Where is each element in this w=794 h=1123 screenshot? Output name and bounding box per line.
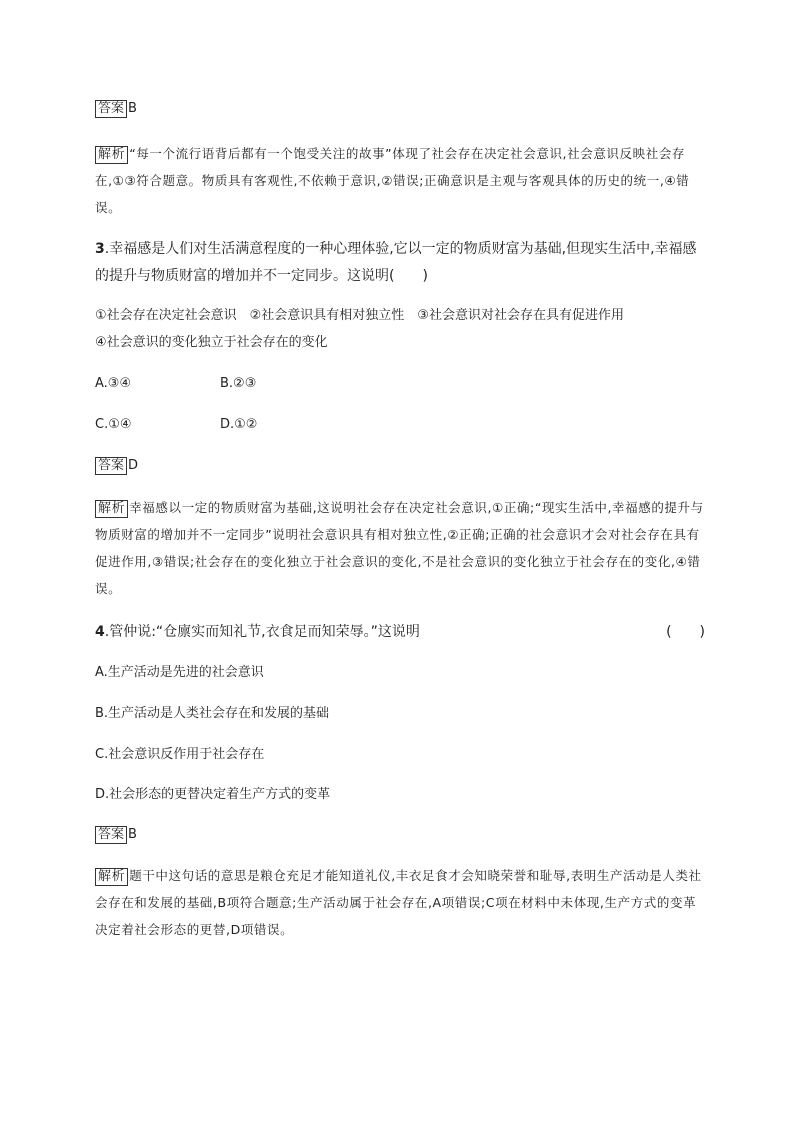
answer-paren: ( ) bbox=[666, 624, 705, 640]
answer-label: 答案 bbox=[95, 826, 127, 844]
answer-label: 答案 bbox=[95, 100, 127, 118]
answer-q2 bbox=[95, 100, 705, 118]
option-c: C.社会意识反作用于社会存在 bbox=[95, 747, 265, 762]
option-a: A.③④ bbox=[95, 376, 132, 391]
answer-label: 答案 bbox=[95, 457, 127, 475]
explanation-text: “每一个流行语背后都有一个饱受关注的故事”体现了社会存在决定社会意识,社会意识反映社会存在,①③符合题意。物质具有客观性,不依赖于意识,②错误;正确意识是主观与客观具体的历史的统一,④错误。 bbox=[95, 146, 690, 215]
answer-value: B bbox=[128, 101, 137, 116]
explanation-q2 bbox=[95, 140, 705, 221]
statements-line-2: ④社会意识的变化独立于社会存在的变化 bbox=[95, 335, 328, 350]
explanation-text: 幸福感以一定的物质财富为基础,这说明社会存在决定社会意识,①正确;“现实生活中,幸福感的提升与物质财富的增加并不一定同步”说明社会意识具有相对独立性,②正确;正确的社会意识才会对社会存在具有促进作用,③错误;社会存在的变化独立于社会意识的变化,不是社会意识的变化独立于社会存在的变化,④错误。 bbox=[95, 500, 704, 596]
option-b: B.②③ bbox=[220, 376, 257, 391]
explanation-label: 解析 bbox=[95, 146, 128, 164]
options-row-1-q3 bbox=[95, 375, 705, 393]
explanation-q3 bbox=[95, 494, 705, 602]
explanation-text: 题干中这句话的意思是粮仓充足才能知道礼仪,丰衣足食才会知晓荣誉和耻辱,表明生产活动是人类社会存在和发展的基础,B项符合题意;生产活动属于社会存在,A项错误;C项在材料中未体现,生产方式的变革决定着社会形态的更替,D项错误。 bbox=[95, 868, 702, 937]
option-a: A.生产活动是先进的社会意识 bbox=[95, 665, 264, 680]
question-number: 4 bbox=[95, 624, 105, 640]
answer-q4 bbox=[95, 826, 705, 844]
options-row-2-q3 bbox=[95, 416, 705, 434]
option-d-q4 bbox=[95, 786, 705, 804]
answer-q3 bbox=[95, 457, 705, 475]
explanation-label: 解析 bbox=[95, 868, 128, 886]
option-c: C.①④ bbox=[95, 417, 132, 432]
option-b: B.生产活动是人类社会存在和发展的基础 bbox=[95, 706, 330, 721]
question-3 bbox=[95, 236, 705, 290]
option-a-q4 bbox=[95, 664, 705, 682]
statements-q3 bbox=[95, 302, 705, 356]
statements-line-1: ①社会存在决定社会意识 ②社会意识具有相对独立性 ③社会意识对社会存在具有促进作用 bbox=[95, 308, 624, 323]
question-text: .幸福感是人们对生活满意程度的一种心理体验,它以一定的物质财富为基础,但现实生活中,幸福感的提升与物质财富的增加并不一定同步。这说明( ) bbox=[95, 241, 697, 284]
explanation-label: 解析 bbox=[95, 500, 128, 518]
option-c-q4 bbox=[95, 746, 705, 764]
option-b-q4 bbox=[95, 705, 705, 723]
question-4 bbox=[95, 619, 705, 646]
option-d: D.社会形态的更替决定着生产方式的变革 bbox=[95, 787, 331, 802]
option-d: D.①② bbox=[220, 417, 258, 432]
question-number: 3 bbox=[95, 241, 105, 257]
question-text: .管仲说:“仓廪实而知礼节,衣食足而知荣辱。”这说明 bbox=[104, 624, 420, 640]
explanation-q4 bbox=[95, 862, 705, 943]
answer-value: B bbox=[128, 827, 137, 842]
answer-value: D bbox=[128, 458, 139, 473]
